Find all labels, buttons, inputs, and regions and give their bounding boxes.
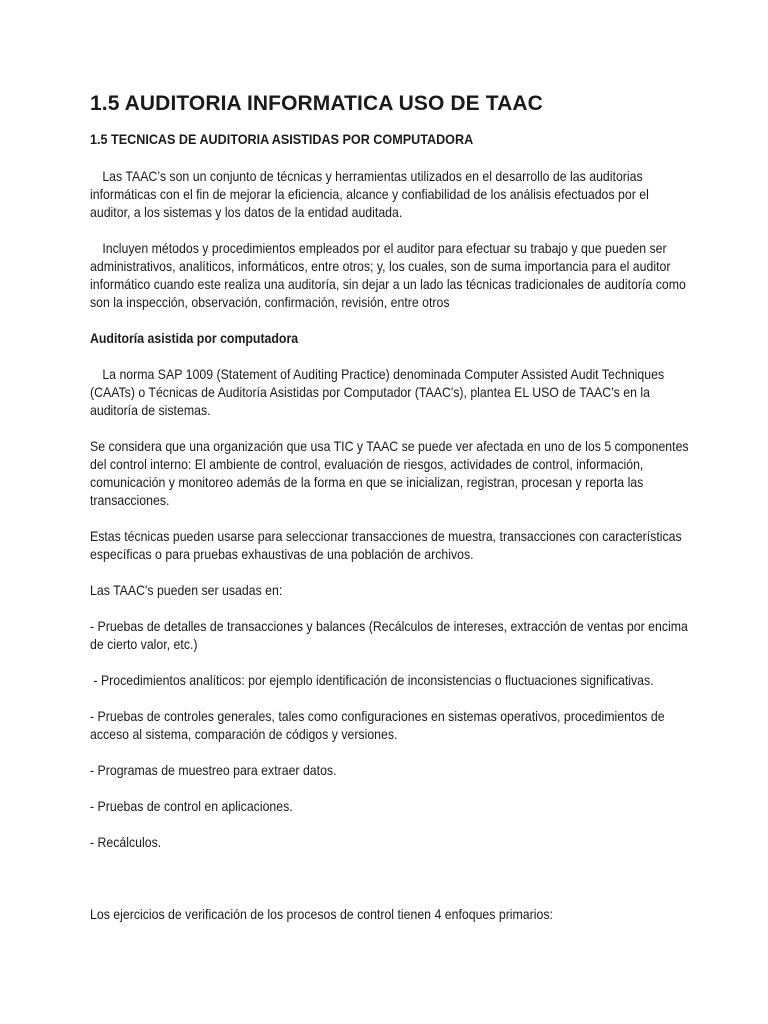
page-title: 1.5 AUDITORIA INFORMATICA USO DE TAAC — [90, 92, 543, 115]
section-subtitle: 1.5 TECNICAS DE AUDITORIA ASISTIDAS POR COMPUTADORA — [90, 131, 474, 147]
list-item: - Pruebas de control en aplicaciones. — [90, 798, 293, 814]
list-item: - Pruebas de controles generales, tales como configuraciones en sistemas operativos, procedimientos de acceso al sistema, comparación de códigos y versiones. — [90, 708, 665, 742]
list-item: - Recálculos. — [90, 834, 162, 850]
list-item: - Procedimientos analíticos: por ejemplo identificación de inconsistencias o fluctuaciones significativas. — [90, 672, 654, 688]
section-paragraph-3: Estas técnicas pueden usarse para seleccionar transacciones de muestra, transacciones con características específicas o para pruebas exhaustivas de una población de archivos. — [90, 528, 682, 562]
section-paragraph-1: La norma SAP 1009 (Statement of Auditing Practice) denominada Computer Assisted Audit Techniques (CAATs) o Técnicas de Auditoría Asistidas por Computador (TAAC's), plantea EL USO de TAAC’s en la auditoría de sistemas. — [90, 366, 665, 418]
section-paragraph-2: Se considera que una organización que usa TIC y TAAC se puede ver afectada en uno de los 5 componentes del control interno: El ambiente de control, evaluación de riesgos, actividades de control, información, comunicación y monitoreo además de la forma en que se inicializan, registran, procesan y reporta las transacciones. — [90, 438, 689, 508]
list-item: - Pruebas de detalles de transacciones y balances (Recálculos de intereses, extracción de ventas por encima de cierto valor, etc.) — [90, 618, 688, 652]
section-heading: Auditoría asistida por computadora — [90, 330, 299, 346]
closing-paragraph: Los ejercicios de verificación de los procesos de control tienen 4 enfoques primarios: — [90, 906, 553, 922]
intro-paragraph-1: Las TAAC’s son un conjunto de técnicas y herramientas utilizados en el desarrollo de las auditorias informáticas con el fin de mejorar la eficiencia, alcance y confiabilidad de los análisis efectuados por el auditor, a los sistemas y los datos de la entidad auditada. — [90, 168, 649, 220]
document-page — [90, 90, 690, 923]
section-paragraph-4: Las TAAC's pueden ser usadas en: — [90, 582, 283, 598]
list-item: - Programas de muestreo para extraer datos. — [90, 762, 337, 778]
intro-paragraph-2: Incluyen métodos y procedimientos empleados por el auditor para efectuar su trabajo y que pueden ser administrativos, analíticos, informáticos, entre otros; y, los cuales, son de suma importancia para el auditor informático cuando este realiza una auditoría, sin dejar a un lado las técnicas tradicionales de auditoría como son la inspección, observación, confirmación, revisión, entre otros — [90, 240, 686, 310]
